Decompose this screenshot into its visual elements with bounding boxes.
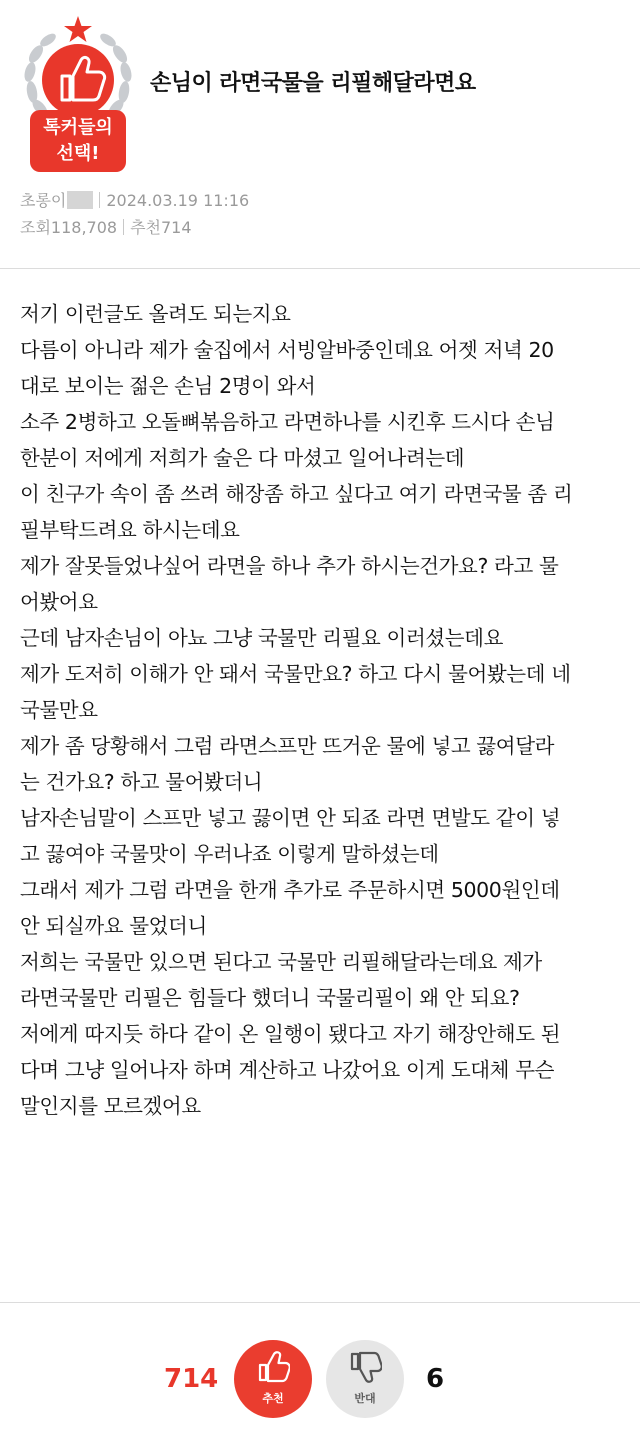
body-line: 저희는 국물만 있으면 된다고 국물만 리필해달라는데요 제가 bbox=[20, 950, 542, 974]
body-line: 국물만요 bbox=[20, 698, 98, 722]
meta-separator bbox=[99, 192, 100, 208]
body-line: 제가 좀 당황해서 그럼 라면스프만 뜨거운 물에 넣고 끓여달라 bbox=[20, 734, 555, 758]
body-line: 어봤어요 bbox=[20, 590, 98, 614]
upvote-count: 714 bbox=[164, 1364, 219, 1394]
meta-separator bbox=[123, 219, 124, 235]
body-line: 대로 보이는 젊은 손님 2명이 와서 bbox=[20, 374, 316, 398]
post-meta-stats bbox=[20, 215, 192, 238]
body-line: 라면국물만 리필은 힘들다 했더니 국물리필이 왜 안 되요? bbox=[20, 986, 520, 1010]
vote-bar bbox=[0, 1336, 640, 1426]
body-line: 저에게 따지듯 하다 같이 온 일행이 됐다고 자기 해장안해도 된 bbox=[20, 1022, 561, 1046]
author-name[interactable]: 초롱이 bbox=[20, 191, 67, 210]
body-line: 이 친구가 속이 좀 쓰려 해장좀 하고 싶다고 여기 라면국물 좀 리 bbox=[20, 482, 573, 506]
body-line: 근데 남자손님이 아뇨 그냥 국물만 리필요 이러셨는데요 bbox=[20, 626, 503, 650]
downvote-count: 6 bbox=[426, 1364, 445, 1394]
thumbs-down-icon bbox=[348, 1350, 382, 1384]
body-line: 제가 잘못들었나싶어 라면을 하나 추가 하시는건가요? 라고 물 bbox=[20, 554, 559, 578]
view-count: 조회118,708 bbox=[20, 218, 118, 237]
post-body bbox=[20, 296, 625, 1124]
thumbs-up-icon bbox=[256, 1350, 290, 1384]
body-line: 그래서 제가 그럼 라면을 한개 추가로 주문하시면 5000원인데 bbox=[20, 878, 560, 902]
post-header bbox=[0, 0, 640, 268]
badge-label-line2: 선택! bbox=[56, 143, 100, 164]
header-divider bbox=[0, 268, 640, 269]
body-line: 말인지를 모르겠어요 bbox=[20, 1094, 201, 1118]
post-title: 손님이 라면국물을 리필해달라면요 bbox=[150, 71, 476, 96]
badge-label-line1: 톡커들의 bbox=[43, 117, 113, 138]
body-line: 고 끓여야 국물맛이 우러나죠 이렇게 말하셨는데 bbox=[20, 842, 439, 866]
body-line: 필부탁드려요 하시는데요 bbox=[20, 518, 240, 542]
body-line: 남자손님말이 스프만 넣고 끓이면 안 되죠 라면 면발도 같이 넣 bbox=[20, 806, 561, 830]
body-line: 소주 2병하고 오돌뼈볶음하고 라면하나를 시킨후 드시다 손님 bbox=[20, 410, 555, 434]
body-line: 한분이 저에게 저희가 술은 다 마셨고 일어나려는데 bbox=[20, 446, 465, 470]
downvote-label: 반대 bbox=[354, 1392, 376, 1405]
body-divider bbox=[0, 1302, 640, 1303]
body-line: 안 되실까요 물었더니 bbox=[20, 914, 207, 938]
body-line: 제가 도저히 이해가 안 돼서 국물만요? 하고 다시 물어봤는데 네 bbox=[20, 662, 571, 686]
author-name-mask bbox=[67, 191, 93, 209]
recommend-count: 추천714 bbox=[130, 218, 192, 237]
body-line: 다름이 아니라 제가 술집에서 서빙알바중인데요 어젯 저녁 20 bbox=[20, 338, 554, 362]
body-line: 는 건가요? 하고 물어봤더니 bbox=[20, 770, 263, 794]
upvote-button[interactable] bbox=[234, 1340, 312, 1418]
body-line: 저기 이런글도 올려도 되는지요 bbox=[20, 302, 291, 326]
post-meta-author-date bbox=[20, 188, 249, 211]
post-date: 2024.03.19 11:16 bbox=[106, 191, 250, 210]
body-line: 다며 그냥 일어나자 하며 계산하고 나갔어요 이게 도대체 무슨 bbox=[20, 1058, 555, 1082]
downvote-button[interactable] bbox=[326, 1340, 404, 1418]
badge-label bbox=[30, 115, 126, 167]
upvote-label: 추천 bbox=[262, 1392, 284, 1405]
talkers-choice-badge bbox=[18, 14, 138, 176]
